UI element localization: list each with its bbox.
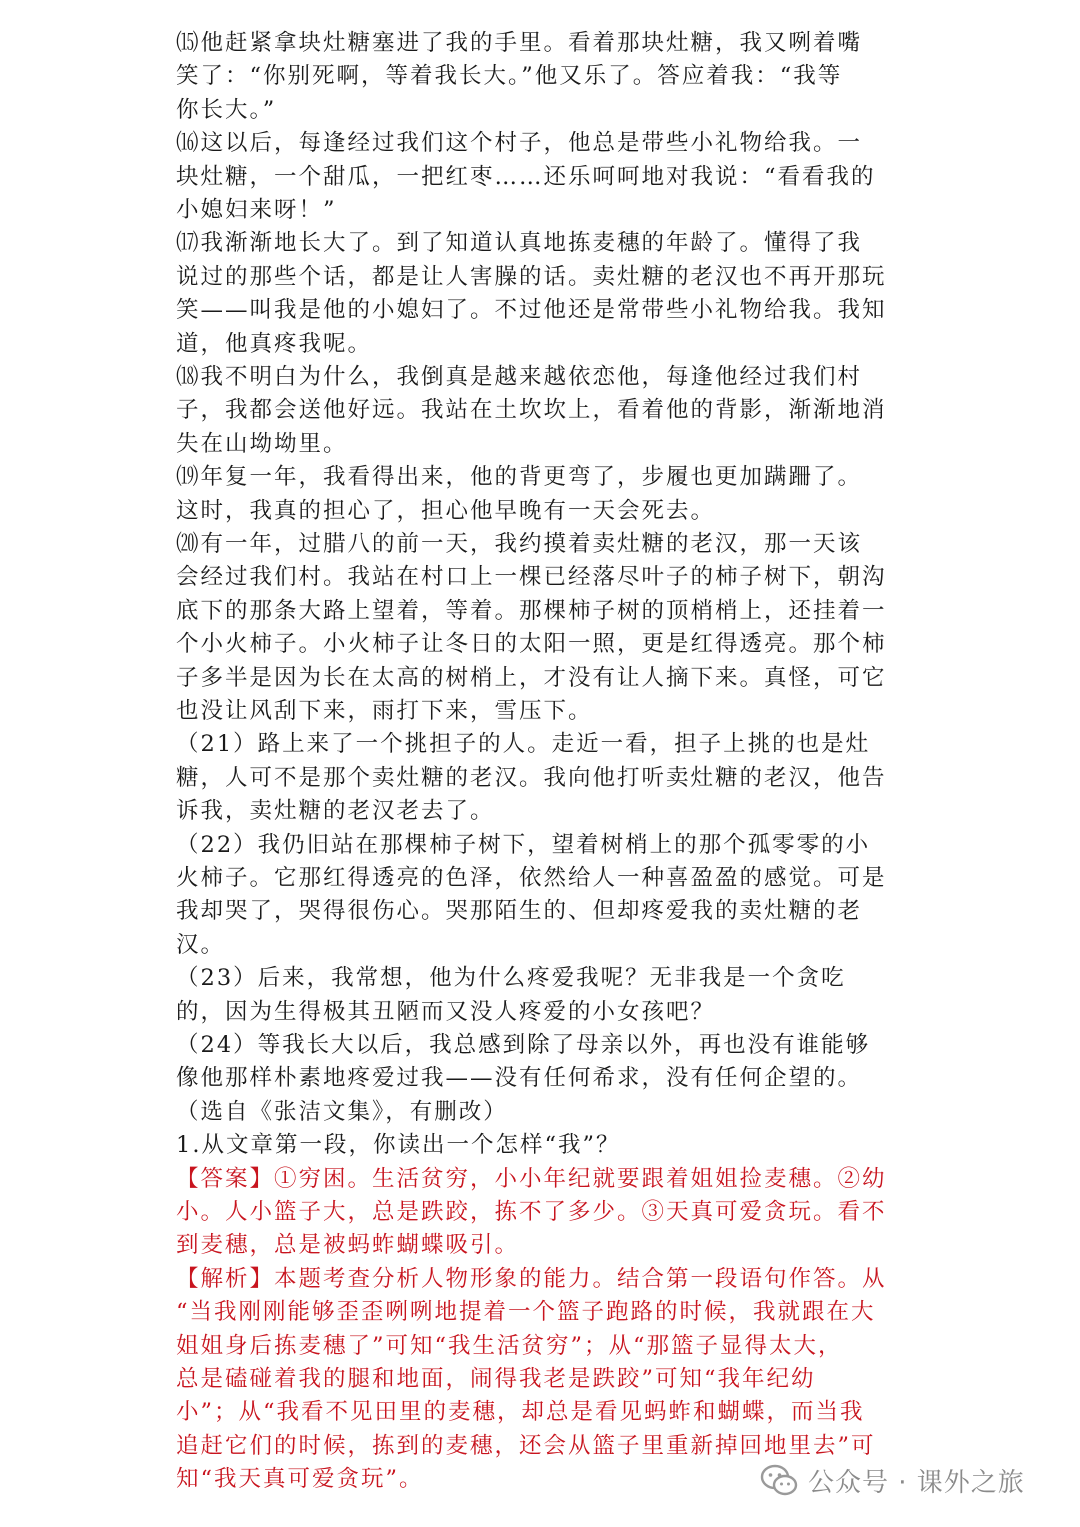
text-line: （24）等我长大以后，我总感到除了母亲以外，再也没有谁能够 <box>176 1032 871 1058</box>
answer-line: 总是磕碰着我的腿和地面，闹得我老是跌跤”可知“我年纪幼 <box>176 1366 816 1392</box>
answer-line: 【解析】本题考查分析人物形象的能力。结合第一段语句作答。从 <box>176 1265 887 1292</box>
text-line: 1.从文章第一段，你读出一个怎样“我”？ <box>176 1132 621 1159</box>
watermark <box>760 1460 1025 1500</box>
text-line: ⒃这以后，每逢经过我们这个村子，他总是带些小礼物给我。一 <box>176 130 863 157</box>
text-line: ⒇有一年，过腊八的前一天，我约摸着卖灶糖的老汉，那一天该 <box>176 531 863 557</box>
wechat-official-account-icon <box>760 1463 798 1497</box>
text-line: 块灶糖，一个甜瓜，一把红枣……还乐呵呵地对我说：“看看我的 <box>176 163 876 190</box>
text-line: 说过的那些个话，都是让人害臊的话。卖灶糖的老汉也不再开那玩 <box>176 263 887 290</box>
text-line: ⒄我渐渐地长大了。到了知道认真地拣麦穗的年龄了。懂得了我 <box>176 230 863 257</box>
text-line: 也没让风刮下来，雨打下来，雪压下。 <box>176 698 593 724</box>
text-line: 会经过我们村。我站在村口上一棵已经落尽叶子的柿子树下，朝沟 <box>176 564 887 591</box>
text-line: 糖，人可不是那个卖灶糖的老汉。我向他打听卖灶糖的老汉，他告 <box>176 764 887 791</box>
text-line: （21）路上来了一个挑担子的人。走近一看，担子上挑的也是灶 <box>176 731 871 758</box>
text-line: 我却哭了，哭得很伤心。哭那陌生的、但却疼爱我的卖灶糖的老 <box>176 898 863 925</box>
text-line: 子，我都会送他好远。我站在土坎坎上，看着他的背影，渐渐地消 <box>176 397 887 424</box>
text-line: 笑了：“你别死啊，等着我长大。”他又乐了。答应着我：“我等 <box>176 63 843 90</box>
text-line: ⒆年复一年，我看得出来，他的背更弯了，步履也更加蹒跚了。 <box>176 464 863 491</box>
watermark-label: 公众号 · 课外之旅 <box>808 1467 1025 1498</box>
text-line: 这时，我真的担心了，担心他早晚有一天会死去。 <box>176 497 716 524</box>
text-line: 笑——叫我是他的小媳妇了。不过他还是常带些小礼物给我。我知 <box>176 297 887 324</box>
text-line: 你长大。” <box>176 96 277 123</box>
text-line: 像他那样朴素地疼爱过我——没有任何希求，没有任何企望的。 <box>176 1065 863 1092</box>
text-line: 小媳妇来呀！” <box>176 197 337 223</box>
answer-line: 姐姐身后拣麦穗了”可知“我生活贫穷”；从“那篮子显得太大， <box>176 1332 843 1359</box>
answer-line: 知“我天真可爱贪玩”。 <box>176 1466 424 1493</box>
text-line: 的，因为生得极其丑陋而又没人疼爱的小女孩吧？ <box>176 998 716 1025</box>
answer-line: 小”；从“我看不见田里的麦穗，却总是看见蚂蚱和蝴蝶，而当我 <box>176 1399 865 1426</box>
text-line: 个小火柿子。小火柿子让冬日的太阳一照，更是红得透亮。那个柿 <box>176 631 887 658</box>
text-line: 失在山坳坳里。 <box>176 430 348 457</box>
text-line: （22）我仍旧站在那棵柿子树下，望着树梢上的那个孤零零的小 <box>176 831 871 858</box>
text-line: ⒂他赶紧拿块灶糖塞进了我的手里。看着那块灶糖，我又咧着嘴 <box>176 30 863 56</box>
text-line: ⒅我不明白为什么，我倒真是越来越依恋他，每逢他经过我们村 <box>176 364 863 390</box>
text-line: 道，他真疼我呢。 <box>176 330 373 357</box>
text-line: 底下的那条大路上望着，等着。那棵柿子树的顶梢梢上，还挂着一 <box>176 597 887 624</box>
answer-line: “当我刚刚能够歪歪咧咧地提着一个篮子跑路的时候，我就跟在大 <box>176 1299 876 1326</box>
text-line: 汉。 <box>176 931 226 958</box>
text-line: 火柿子。它那红得透亮的色泽，依然给人一种喜盈盈的感觉。可是 <box>176 865 887 891</box>
answer-line: 【答案】①穷困。生活贫穷，小小年纪就要跟着姐姐捡麦穗。②幼 <box>176 1165 887 1192</box>
answer-line: 小。人小篮子大，总是跌跤，拣不了多少。③天真可爱贪玩。看不 <box>176 1199 887 1225</box>
text-line: （23）后来，我常想，他为什么疼爱我呢？无非我是一个贪吃 <box>176 965 846 992</box>
text-line: 诉我，卖灶糖的老汉老去了。 <box>176 798 495 825</box>
text-line: （选自《张洁文集》，有删改） <box>176 1098 508 1125</box>
answer-line: 到麦穗，总是被蚂蚱蝴蝶吸引。 <box>176 1232 520 1259</box>
answer-line: 追赶它们的时候，拣到的麦穗，还会从篮子里重新掉回地里去”可 <box>176 1432 876 1459</box>
text-line: 子多半是因为长在太高的树梢上，才没有让人摘下来。真怪，可它 <box>176 664 887 691</box>
